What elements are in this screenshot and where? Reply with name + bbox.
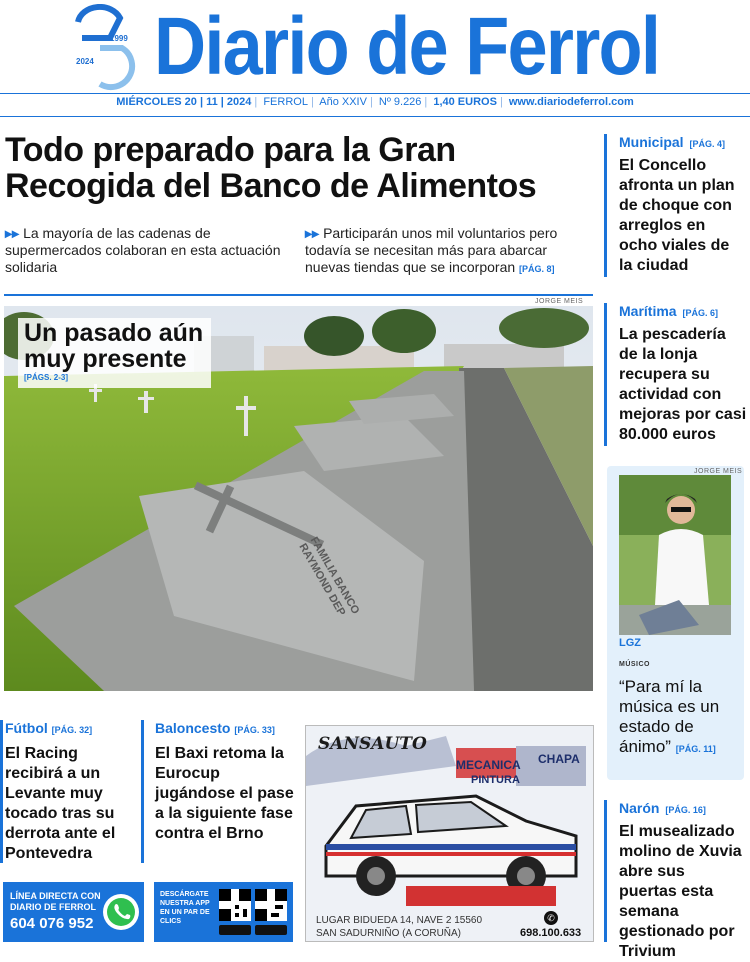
bottom-rule-futbol: [0, 720, 3, 863]
profile-name: LGZ: [619, 637, 641, 649]
baloncesto-section: [155, 720, 295, 736]
naron-headline: El musealizado molino de Xuvia abre sus puertas esta semana gestionado por Trivium: [619, 823, 742, 960]
baloncesto-headline: El Baxi retoma la Eurocup jugándose el pase a la siguiente fase contra el Brno: [155, 745, 294, 842]
qr-code-android-icon[interactable]: [219, 889, 251, 921]
anniversary-year-start: 1999: [110, 34, 128, 43]
ad-tag-pintura: PINTURA: [471, 774, 520, 786]
lead-headline[interactable]: [5, 132, 595, 204]
naron-story[interactable]: [619, 800, 747, 962]
ad-brand: SANSAUTO: [318, 734, 427, 754]
profile-page-ref[interactable]: [PÁG. 11]: [675, 744, 716, 754]
maritima-page-ref[interactable]: [PÁG. 6]: [682, 308, 718, 318]
maritima-section-label: Marítima: [619, 303, 677, 319]
baloncesto-section-label: Baloncesto: [155, 720, 231, 736]
issue-date: MIÉRCOLES 20 | 11 | 2024: [116, 96, 252, 108]
sansauto-ad[interactable]: [305, 725, 594, 942]
futbol-story[interactable]: [5, 720, 135, 864]
ad-address-line2: SAN SADURNIÑO (A CORUÑA): [316, 928, 462, 939]
ad-tag-mecanica: MECANICA: [456, 758, 521, 772]
baloncesto-story[interactable]: [155, 720, 295, 844]
lead-bullet-2: [305, 225, 590, 278]
profile-photo: [619, 475, 731, 635]
profile-role: MÚSICO: [619, 661, 650, 668]
lead-divider: [4, 294, 593, 296]
bottom-rule-baloncesto: [141, 720, 144, 863]
hotline-line2: DIARIO DE FERROL: [10, 902, 97, 912]
side-rule-maritima: [604, 303, 607, 446]
futbol-section-label: Fútbol: [5, 720, 48, 736]
futbol-headline: El Racing recibirá a un Levante muy tocado tras su derrota ante el Pontevedra: [5, 745, 116, 862]
hotline-number: 604 076 952: [10, 915, 94, 932]
baloncesto-page-ref[interactable]: [PÁG. 33]: [234, 725, 275, 735]
anniversary-logo: [70, 4, 140, 94]
whatsapp-icon: [101, 892, 141, 932]
issue-year: Año XXIV: [319, 96, 367, 108]
hotline-box[interactable]: [3, 882, 144, 942]
lead-bullet-2-text: Participarán unos mil voluntarios pero todavía se necesitan más para abarcar nuevas tiendas que se incorporan: [305, 225, 558, 275]
issue-city: FERROL: [263, 96, 308, 108]
photo-caption-line1: Un pasado aún: [24, 319, 204, 347]
anniversary-25-icon: [70, 4, 140, 94]
website-link[interactable]: www.diariodeferrol.com: [508, 96, 634, 108]
double-arrow-icon: ▸▸: [5, 225, 20, 241]
profile-quote: [619, 677, 739, 759]
hotline-line1: LÍNEA DIRECTA CON: [10, 891, 101, 901]
photo-caption[interactable]: [18, 318, 211, 388]
whatsapp-small-icon: ✆: [544, 911, 558, 925]
lead-bullet-1: [5, 225, 290, 276]
lead-bullet-1-text: La mayoría de las cadenas de supermercados colaboran en esta actuación solidaria: [5, 225, 281, 275]
ad-address-line1: LUGAR BIDUEDA 14, NAVE 2 15560: [316, 915, 483, 926]
musician-portrait: [619, 475, 731, 635]
naron-section: [619, 800, 747, 816]
profile-credit: JORGE MEIS: [694, 468, 743, 475]
maritima-headline: La pescadería de la lonja recupera su actividad con mejoras por casi 80.000 euros: [619, 326, 747, 443]
photo-caption-line2: muy presente: [24, 345, 187, 373]
double-arrow-icon: ▸▸: [305, 225, 320, 241]
google-play-badge-icon[interactable]: [219, 925, 251, 935]
ad-tag-chapa: CHAPA: [538, 752, 580, 766]
anniversary-year-end: 2024: [76, 57, 94, 66]
app-download-box[interactable]: [154, 882, 293, 942]
side-rule-naron: [604, 800, 607, 942]
municipal-headline: El Concello afronta un plan de choque con arreglos en ocho viales de la ciudad: [619, 157, 735, 274]
maritima-section: [619, 303, 747, 319]
app-store-badge-icon[interactable]: [255, 925, 287, 935]
municipal-story[interactable]: [619, 134, 747, 276]
lead-headline-line2: Recogida del Banco de Alimentos: [5, 167, 537, 205]
municipal-section-label: Municipal: [619, 134, 684, 150]
app-download-text: DESCÁRGATE NUESTRA APP EN UN PAR DE CLICS: [160, 891, 210, 925]
tomb-inscription: FAMILIA BANCO RAYMOND DEP: [296, 535, 362, 619]
naron-section-label: Narón: [619, 800, 660, 816]
lead-headline-line1: Todo preparado para la Gran: [5, 131, 456, 169]
side-rule-municipal: [604, 134, 607, 277]
newspaper-title: Diario de Ferrol: [154, 1, 660, 92]
naron-page-ref[interactable]: [PÁG. 16]: [665, 805, 706, 815]
qr-code-ios-icon[interactable]: [255, 889, 287, 921]
municipal-page-ref[interactable]: [PÁG. 4]: [689, 139, 725, 149]
lead-page-ref[interactable]: [PÁG. 8]: [519, 264, 555, 274]
profile-quote-text: “Para mí la música es un estado de ánimo”: [619, 677, 720, 756]
photo-caption-page[interactable]: [PÁGS. 2-3]: [24, 373, 69, 382]
masthead-meta: MIÉRCOLES 20 | 11 | 2024 | FERROL | Año XXIV | Nº 9.226 | 1,40 EUROS | www.diariodeferrol.com: [116, 96, 634, 108]
ad-phone[interactable]: 698.100.633: [520, 927, 582, 939]
futbol-section: [5, 720, 135, 736]
maritima-story[interactable]: [619, 303, 747, 445]
photo-credit: JORGE MEIS: [535, 298, 584, 305]
municipal-section: [619, 134, 747, 150]
issue-number: Nº 9.226: [378, 96, 422, 108]
futbol-page-ref[interactable]: [PÁG. 32]: [51, 725, 93, 735]
issue-price: 1,40 EUROS: [433, 96, 497, 108]
